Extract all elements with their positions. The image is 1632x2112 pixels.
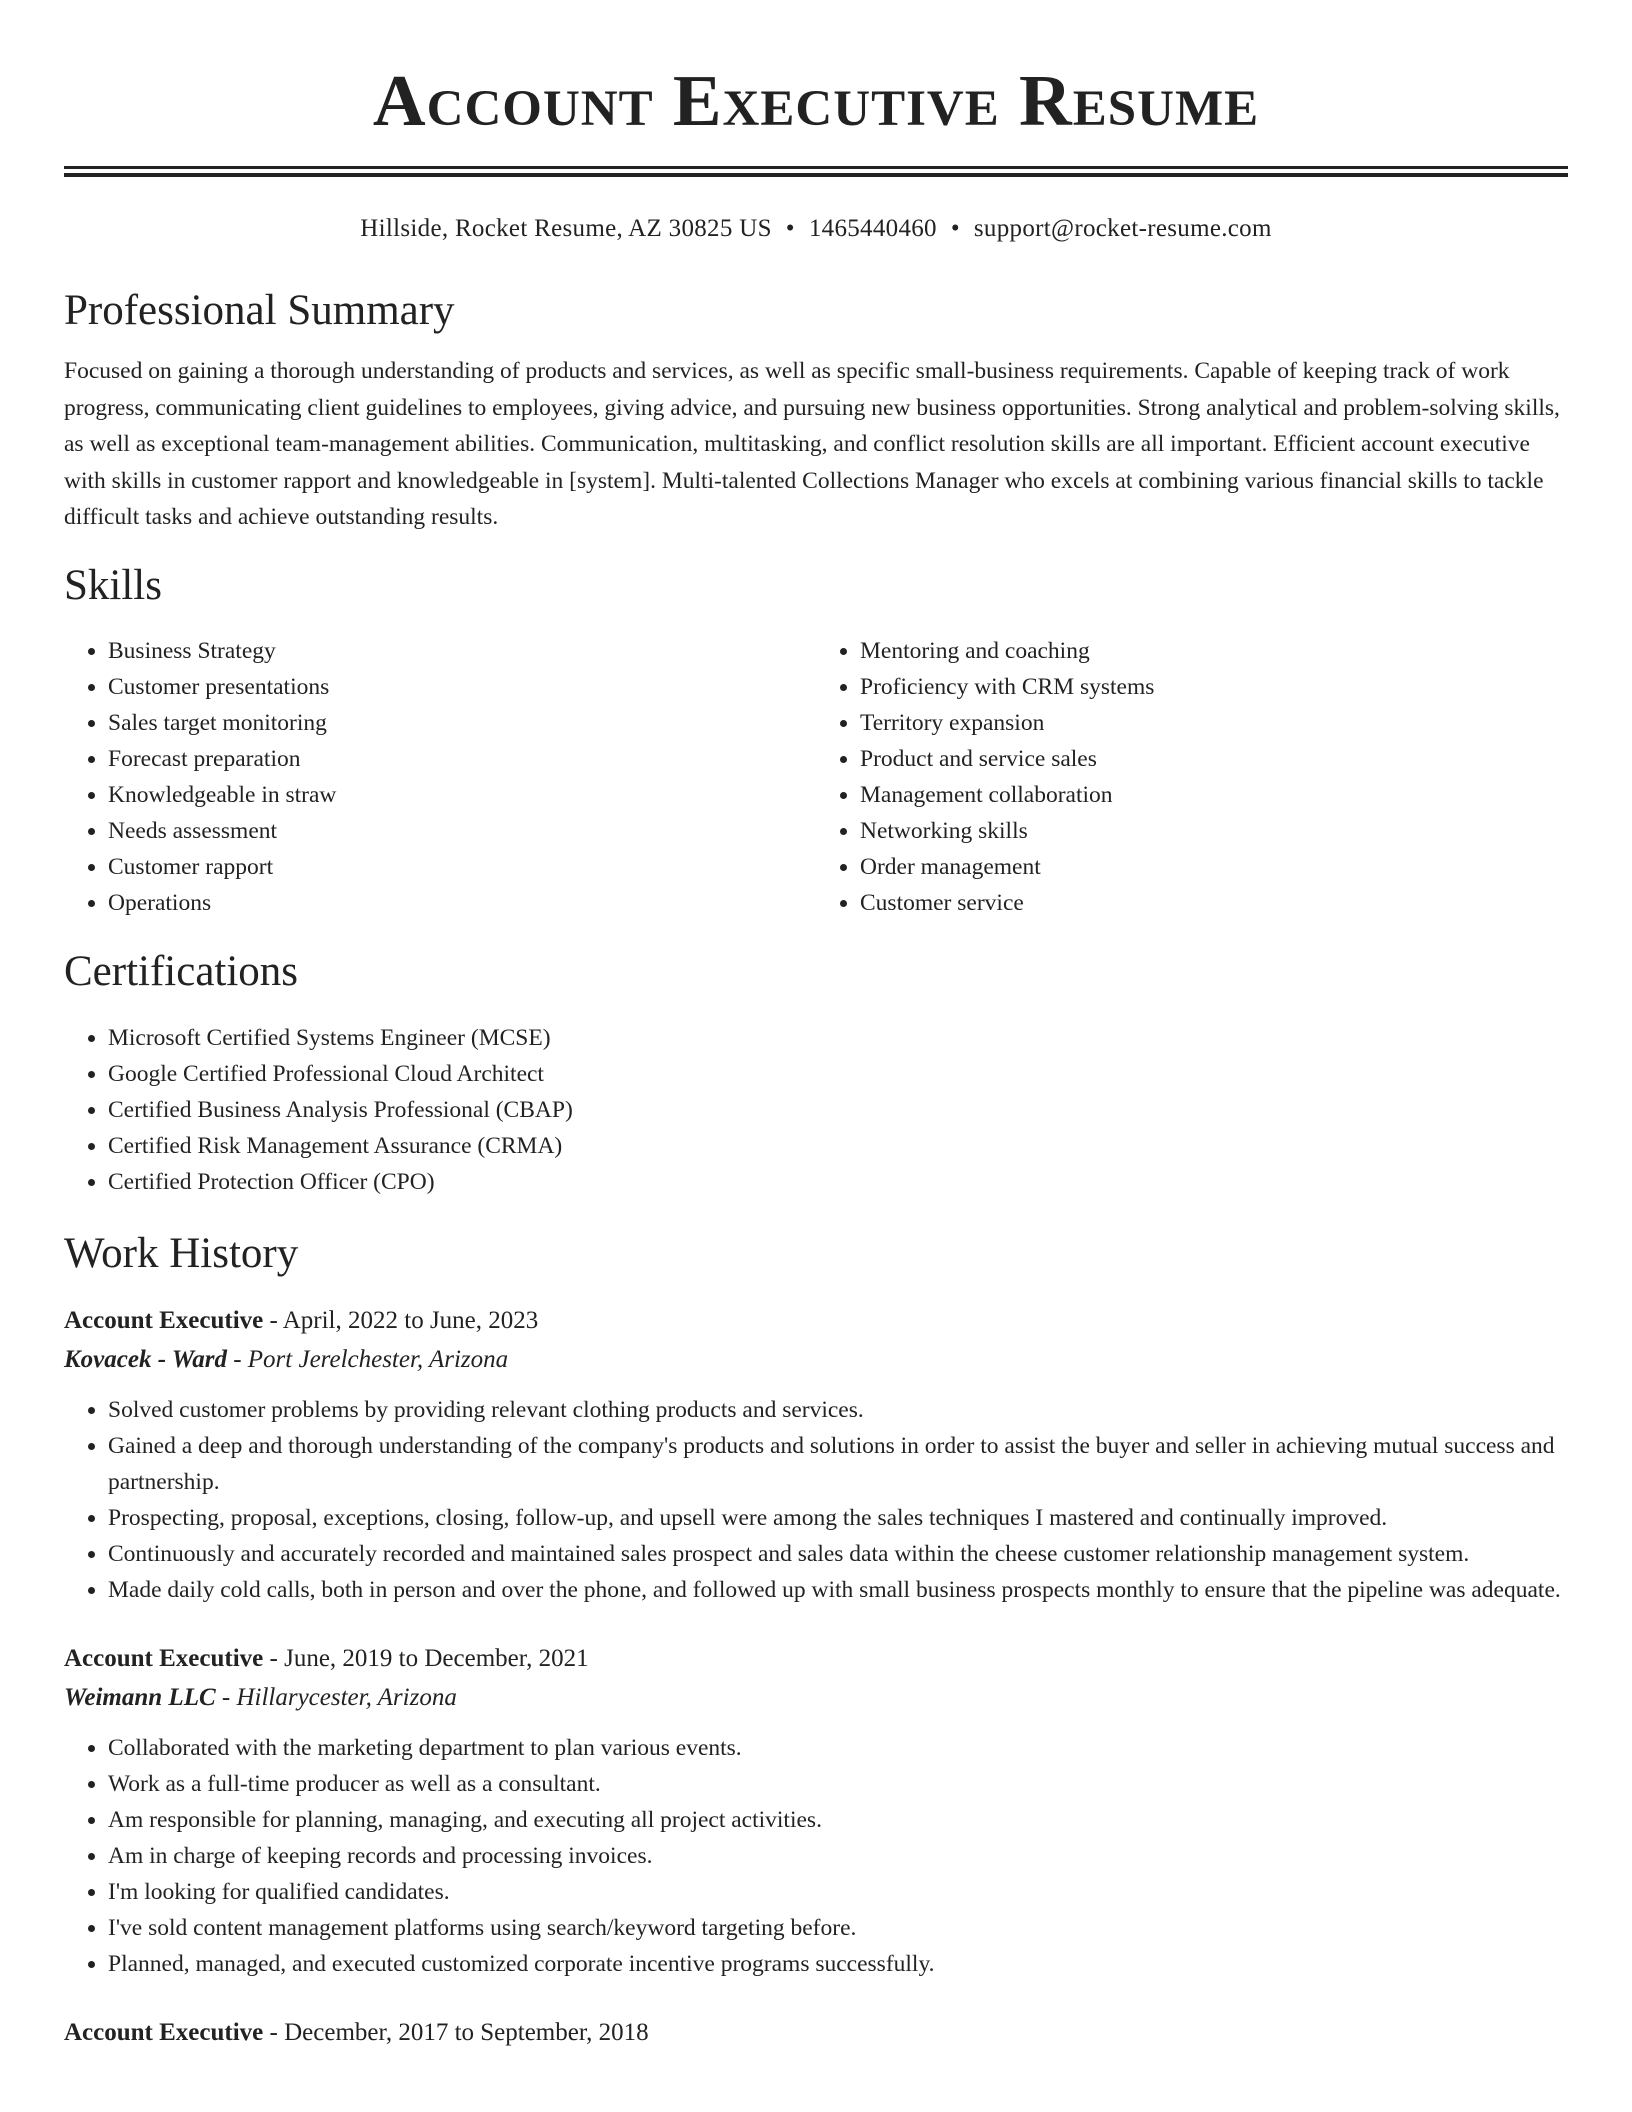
contact-email: support@rocket-resume.com [973,215,1272,242]
skill-item: • Customer presentations [108,669,816,705]
skills-column-left [64,633,816,921]
skills-column-right [816,633,1568,921]
skill-item: • Product and service sales [860,741,1568,777]
certifications-heading: Certifications [64,947,299,995]
job-dates: - December, 2017 to September, 2018 [263,2018,649,2046]
certification-item: • Certified Risk Management Assurance (CRMA) [108,1128,1568,1164]
job-bullet: • Made daily cold calls, both in person and over the phone, and followed up with small business prospects monthly to ensure that the pipeline was adequate. [108,1572,1568,1608]
job-bullet: • Planned, managed, and executed customized corporate incentive programs successfully. [108,1946,1568,1982]
job-location: - Port Jerelchester, Arizona [226,1345,509,1373]
skill-item: • Territory expansion [860,705,1568,741]
contact-address: Hillside, Rocket Resume, AZ 30825 US [360,215,772,242]
job-entry [64,1301,1568,1608]
job-bullet: • I'm looking for qualified candidates. [108,1874,1568,1910]
summary-heading: Professional Summary [64,287,455,334]
skill-item: • Needs assessment [108,813,816,849]
job-bullet: • Gained a deep and thorough understanding of the company's products and solutions in order to assist the buyer and seller in achieving mutual success and partnership. [108,1428,1568,1500]
skill-item: • Operations [108,885,816,921]
skill-item: • Forecast preparation [108,741,816,777]
job-bullet: • Collaborated with the marketing department to plan various events. [108,1730,1568,1766]
certification-item: • Certified Protection Officer (CPO) [108,1164,1568,1200]
skill-item: • Management collaboration [860,777,1568,813]
contact-phone: 1465440460 [808,215,937,242]
certification-item: • Microsoft Certified Systems Engineer (MCSE) [108,1020,1568,1056]
job-role: Account Executive [64,1644,264,1672]
job-role: Account Executive [64,2018,264,2046]
job-bullet: • Work as a full-time producer as well as a consultant. [108,1766,1568,1802]
job-bullets [64,1730,1568,1982]
job-bullet: • Am in charge of keeping records and processing invoices. [108,1838,1568,1874]
skill-item: • Order management [860,849,1568,885]
skills-section [64,560,1568,921]
job-company: Weimann LLC [64,1683,216,1711]
certifications-section [64,946,1568,1200]
certification-item: • Google Certified Professional Cloud Architect [108,1056,1568,1092]
resume-title: Account Executive Resume [372,60,1260,141]
work-history-section [64,1228,1568,2052]
skill-item: • Proficiency with CRM systems [860,669,1568,705]
job-bullet: • I've sold content management platforms using search/keyword targeting before. [108,1910,1568,1946]
work-history-heading: Work History [64,1229,299,1277]
certifications-list [64,1020,1568,1200]
skill-item: • Business Strategy [108,633,816,669]
job-entry [64,1639,1568,1982]
job-dates: - April, 2022 to June, 2023 [263,1306,539,1334]
job-company: Kovacek - Ward [64,1345,227,1373]
job-title-line [64,1301,1568,1340]
job-bullet: • Prospecting, proposal, exceptions, closing, follow-up, and upsell were among the sales techniques I mastered and continually improved. [108,1500,1568,1536]
job-company-line [64,1678,1568,1717]
job-bullet: • Continuously and accurately recorded and maintained sales prospect and sales data within the cheese customer relationship management system. [108,1536,1568,1572]
contact-separator: • [785,215,795,242]
skill-item: • Sales target monitoring [108,705,816,741]
skills-grid [64,633,1568,921]
skill-item: • Networking skills [860,813,1568,849]
job-dates: - June, 2019 to December, 2021 [263,1644,589,1672]
title-double-rule [64,166,1568,177]
job-bullets [64,1392,1568,1608]
contact-line [64,213,1568,245]
job-bullet: • Solved customer problems by providing relevant clothing products and services. [108,1392,1568,1428]
summary-section [64,285,1568,536]
job-location: - Hillarycester, Arizona [215,1683,457,1711]
skills-heading: Skills [64,561,162,609]
certification-item: • Certified Business Analysis Professional (CBAP) [108,1092,1568,1128]
summary-text: Focused on gaining a thorough understanding of products and services, as well as specific small-business requirements. Capable of keeping track of work progress, communicating client guidelines to employees, giving advice, and pursuing new business opportunities. Strong analytical and problem-solving skills, as well as exceptional team-management abilities. Communication, multitasking, and conflict resolution skills are all important. Efficient account executive with skills in customer rapport and knowledgeable in [system]. Multi-talented Collections Manager who excels at combining various financial skills to tackle difficult tasks and achieve outstanding results. [64,358,1560,530]
skill-item: • Knowledgeable in straw [108,777,816,813]
job-title-line [64,2013,1568,2052]
job-bullet: • Am responsible for planning, managing, and executing all project activities. [108,1802,1568,1838]
job-entry [64,2013,1568,2052]
skill-item: • Customer service [860,885,1568,921]
job-role: Account Executive [64,1306,264,1334]
contact-separator: • [950,215,960,242]
job-title-line [64,1639,1568,1678]
skill-item: • Mentoring and coaching [860,633,1568,669]
skill-item: • Customer rapport [108,849,816,885]
job-company-line [64,1340,1568,1379]
